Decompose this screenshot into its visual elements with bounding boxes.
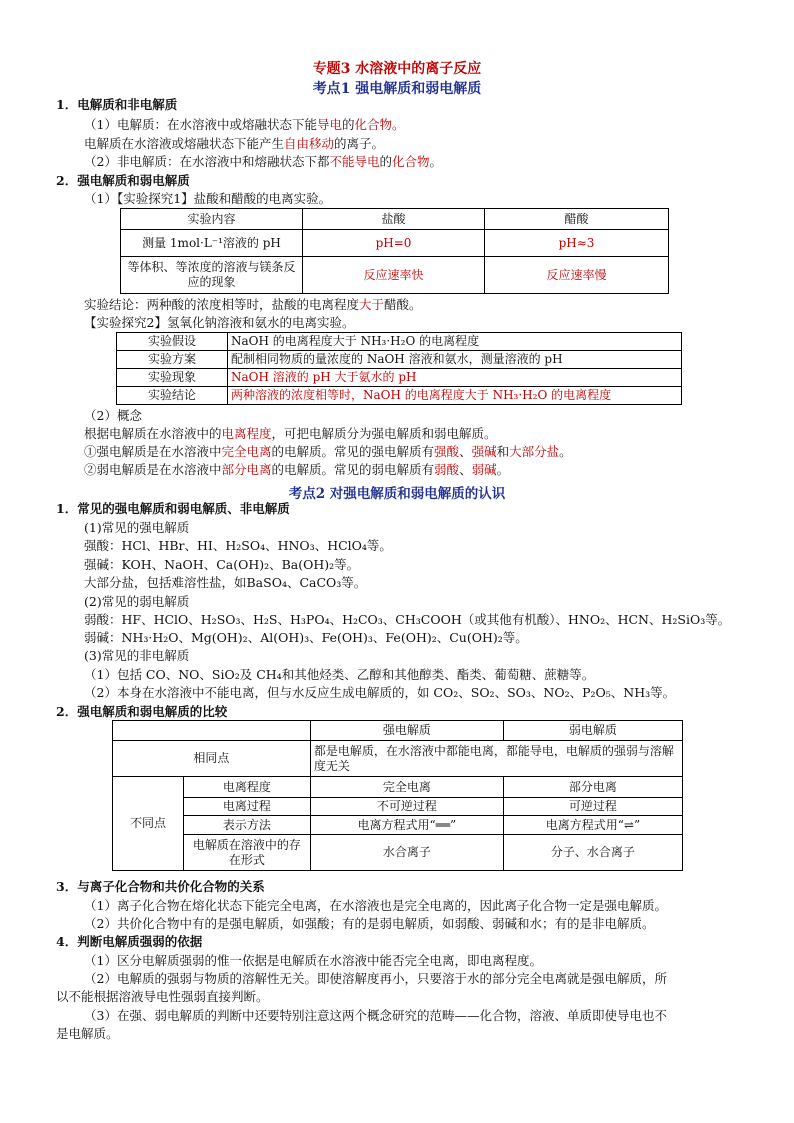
table-cell: 电解质在溶液中的存在形式 xyxy=(184,835,311,871)
weak-acids-line: 弱酸：HF、HClO、H₂SO₃、H₂S、H₃PO₄、H₂CO₃、CH₃COOH（或其他有机酸）、HNO₂、HCN、H₂SiO₃等。 xyxy=(84,612,731,627)
table-cell: 两种溶液的浓度相等时，NaOH 的电离程度大于 NH₃·H₂O 的电离程度 xyxy=(228,387,682,405)
strong-bases-line: 强碱：KOH、NaOH、Ca(OH)₂、Ba(OH)₂等。 xyxy=(84,557,360,572)
table-cell: 不同点 xyxy=(113,777,184,871)
table-cell: 不可逆过程 xyxy=(310,798,503,816)
table-header: 弱电解质 xyxy=(503,721,682,741)
heading-5: 3．与离子化合物和共价化合物的关系 xyxy=(56,879,265,894)
table-cell: 电离方程式用“══” xyxy=(310,816,503,835)
nonelectrolyte-title: (3)常见的非电解质 xyxy=(84,648,190,663)
weak-common-title: (2)常见的弱电解质 xyxy=(84,594,190,609)
table-header: 盐酸 xyxy=(303,209,485,230)
heading-3: 1．常见的强电解质和弱电解质、非电解质 xyxy=(56,501,290,516)
section-2-title: 考点2 对强电解质和弱电解质的认识 xyxy=(288,486,506,502)
heading-4: 2．强电解质和弱电解质的比较 xyxy=(56,704,228,719)
table-cell: 水合离子 xyxy=(310,835,503,871)
experiment-1-conclusion: 实验结论：两种酸的浓度相等时，盐酸的电离程度大于醋酸。 xyxy=(84,297,422,312)
table-cell: NaOH 的电离程度大于 NH₃·H₂O 的电离程度 xyxy=(228,333,682,351)
strong-acids-line: 强酸：HCl、HBr、HI、H₂SO₄、HNO₃、HClO₄等。 xyxy=(84,538,392,553)
basis-line-2-cont: 以不能根据溶液导电性强弱直接判断。 xyxy=(56,989,269,1004)
table-cell: 实验结论 xyxy=(117,387,228,405)
relation-line-1: （1）离子化合物在熔化状态下能完全电离，在水溶液也是完全电离的，因此离子化合物一定是强电解质。 xyxy=(84,898,667,913)
comparison-table xyxy=(112,720,683,871)
concept-line: 根据电解质在水溶液中的电离程度，可把电解质分为强电解质和弱电解质。 xyxy=(84,426,497,441)
document-title: 专题3 水溶液中的离子反应 xyxy=(312,61,482,77)
weak-bases-line: 弱碱：NH₃·H₂O、Mg(OH)₂、Al(OH)₃、Fe(OH)₃、Fe(OH)₂、Cu(OH)₂等。 xyxy=(84,630,528,645)
table-cell: 部分电离 xyxy=(503,777,682,798)
table-cell: 表示方法 xyxy=(184,816,311,835)
table-header: 实验内容 xyxy=(121,209,303,230)
table-cell: 等体积、等浓度的溶液与镁条反应的现象 xyxy=(121,257,303,294)
basis-line-2: （2）电解质的强弱与物质的溶解性无关。即使溶解度再小，只要溶于水的部分完全电离就是强电解质，所 xyxy=(84,971,667,986)
salts-line: 大部分盐，包括难溶性盐，如BaSO₄、CaCO₃等。 xyxy=(84,575,367,590)
experiment-1-title: （1）【实验探究1】盐酸和醋酸的电离实验。 xyxy=(84,191,332,206)
table-cell: 电离程度 xyxy=(184,777,311,798)
line-free-ions: 电解质在水溶液或熔融状态下能产生自由移动的离子。 xyxy=(84,136,385,151)
table-cell: 反应速率慢 xyxy=(485,257,669,294)
line-nonelectrolyte-def: （2）非电解质：在水溶液中和熔融状态下都不能导电的化合物。 xyxy=(84,154,443,169)
table-cell: 完全电离 xyxy=(310,777,503,798)
table-header: 醋酸 xyxy=(485,209,669,230)
concept-heading: （2）概念 xyxy=(84,408,142,423)
table-cell: pH=0 xyxy=(303,230,485,257)
heading-6: 4．判断电解质强弱的依据 xyxy=(56,934,203,949)
nonelectrolyte-line-1: （1）包括 CO、NO、SiO₂及 CH₄和其他烃类、乙醇和其他醇类、酯类、葡萄糖、蔗糖等。 xyxy=(84,667,595,682)
heading-1: 1．电解质和非电解质 xyxy=(56,97,178,112)
nonelectrolyte-line-2: （2）本身在水溶液中不能电离，但与水反应生成电解质的，如 CO₂、SO₂、SO₃、NO₂、P₂O₅、NH₃等。 xyxy=(84,685,676,700)
table-cell: 实验假设 xyxy=(117,333,228,351)
experiment-1-table xyxy=(120,208,669,294)
basis-line-3-cont: 是电解质。 xyxy=(56,1026,119,1041)
relation-line-2: （2）共价化合物中有的是强电解质，如强酸；有的是弱电解质，如弱酸、弱碱和水；有的是非电解质。 xyxy=(84,916,655,931)
table-cell: 反应速率快 xyxy=(303,257,485,294)
table-cell: 实验现象 xyxy=(117,369,228,387)
table-cell: 实验方案 xyxy=(117,351,228,369)
strong-electrolyte-line: ①强电解质是在水溶液中完全电离的电解质。常见的强电解质有强酸、强碱和大部分盐。 xyxy=(84,444,572,459)
table-cell: pH≈3 xyxy=(485,230,669,257)
table-cell xyxy=(113,721,311,741)
table-cell: 都是电解质，在水溶液中都能电离，都能导电，电解质的强弱与溶解度无关 xyxy=(310,741,682,777)
table-cell: 分子、水合离子 xyxy=(503,835,682,871)
table-cell: 测量 1mol·L⁻¹溶液的 pH xyxy=(121,230,303,257)
table-cell: 可逆过程 xyxy=(503,798,682,816)
basis-line-1: （1）区分电解质强弱的惟一依据是电解质在水溶液中能否完全电离，即电离程度。 xyxy=(84,953,542,968)
table-cell: NaOH 溶液的 pH 大于氨水的 pH xyxy=(228,369,682,387)
table-cell: 相同点 xyxy=(113,741,311,777)
weak-electrolyte-line: ②弱电解质是在水溶液中部分电离的电解质。常见的弱电解质有弱酸、弱碱。 xyxy=(84,462,510,477)
heading-2: 2．强电解质和弱电解质 xyxy=(56,173,190,188)
experiment-2-table xyxy=(116,332,682,405)
table-header: 强电解质 xyxy=(310,721,503,741)
strong-common-title: (1)常见的强电解质 xyxy=(84,520,190,535)
table-cell: 配制相同物质的量浓度的 NaOH 溶液和氨水，测量溶液的 pH xyxy=(228,351,682,369)
line-electrolyte-def: （1）电解质：在水溶液中或熔融状态下能导电的化合物。 xyxy=(84,117,405,132)
table-cell: 电离方程式用“⇌” xyxy=(503,816,682,835)
experiment-2-title: 【实验探究2】氢氧化钠溶液和氨水的电离实验。 xyxy=(84,315,355,330)
section-1-title: 考点1 强电解质和弱电解质 xyxy=(312,81,482,97)
table-cell: 电离过程 xyxy=(184,798,311,816)
basis-line-3: （3）在强、弱电解质的判断中还要特别注意这两个概念研究的范畴——化合物，溶液、单质即使导电也不 xyxy=(84,1008,667,1023)
